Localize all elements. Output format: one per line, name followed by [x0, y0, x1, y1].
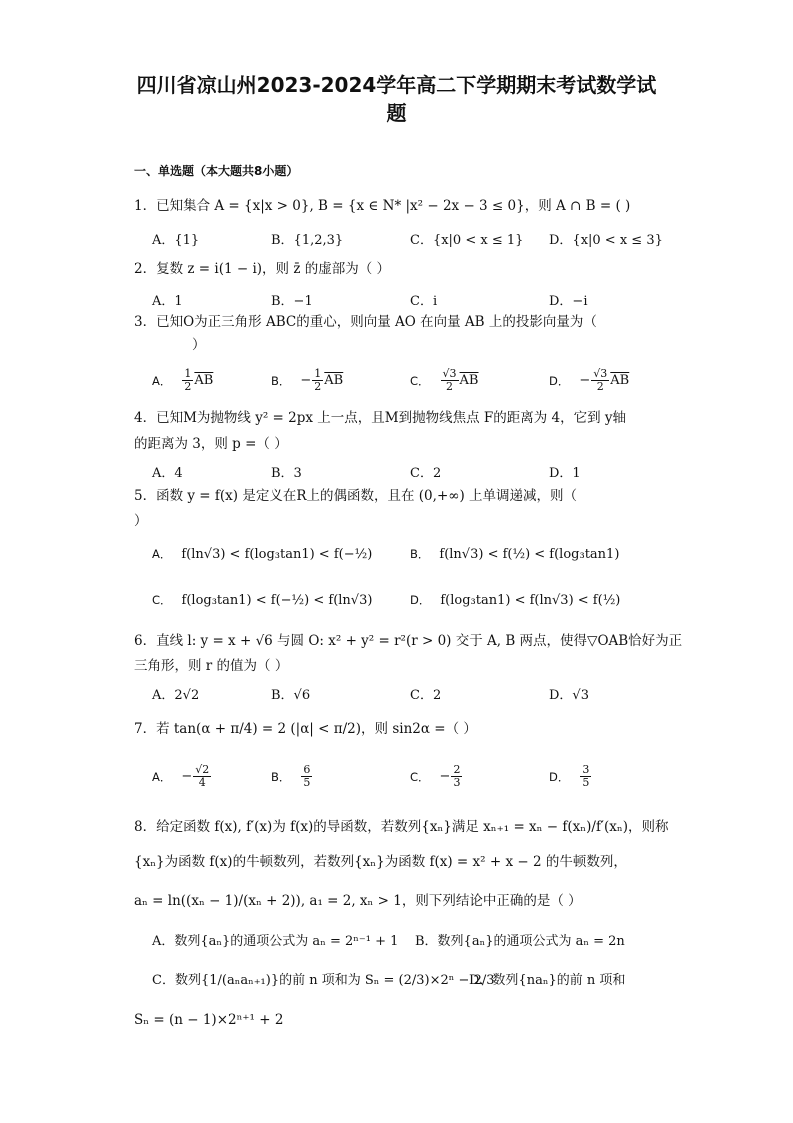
page-title-line1: 四川省凉山州2023-2024学年高二下学期期末考试数学试 — [136, 73, 657, 97]
q1-option-b[interactable]: B．{1,2,3} — [271, 233, 344, 248]
q4-option-a[interactable]: A．4 — [152, 466, 183, 481]
question-3-stem-line2: ） — [192, 337, 206, 353]
question-6-stem-line2: 三角形，则 r 的值为（ ） — [134, 658, 289, 674]
q7-option-c[interactable]: C． − $\frac{2}{3}$ — [410, 763, 461, 789]
question-7-stem: 7．若 tan(α + π/4) = 2 (|α| < π/2)，则 sin2α =（ ） — [134, 721, 477, 737]
q6-option-c[interactable]: C．2 — [410, 688, 442, 703]
question-1-stem: 1．已知集合 A = {x|x > 0}, B = {x ∈ N* |x² − 2x − 3 ≤ 0}，则 A ∩ B = ( ) — [134, 198, 631, 214]
q6-option-d[interactable]: D．√3 — [549, 688, 589, 703]
q5-option-d[interactable]: D． f(log₃tan1) < f(ln√3) < f(½) — [410, 592, 621, 608]
question-2-options — [152, 290, 672, 314]
q2-option-d[interactable]: D．−i — [549, 294, 588, 309]
question-5-options-row1 — [152, 546, 672, 570]
question-8-stem-line2: {xₙ}为函数 f(x)的牛顿数列，若数列{xₙ}为函数 f(x) = x² + x − 2 的牛顿数列， — [134, 854, 627, 870]
q8-option-c[interactable]: C．数列{1/(aₙaₙ₊₁)}的前 n 项和为 Sₙ = (2/3)×2ⁿ − 2/3 — [152, 973, 495, 988]
question-6-stem-line1: 6．直线 l: y = x + √6 与圆 O: x² + y² = r²(r > 0) 交于 A, B 两点，使得▽OAB恰好为正 — [134, 633, 683, 649]
q1-option-c[interactable]: C．{x|0 < x ≤ 1} — [410, 233, 524, 248]
q6-option-b[interactable]: B．√6 — [271, 688, 311, 703]
question-8-stem-line1: 8．给定函数 f(x), f′(x)为 f(x)的导函数，若数列{xₙ}满足 xₙ₊₁ = xₙ − f(xₙ)/f′(xₙ)，则称 — [134, 819, 669, 835]
q1-option-a[interactable]: A．{1} — [152, 233, 200, 248]
question-4-stem-line2: 的距离为 3，则 p =（ ） — [134, 436, 288, 452]
question-8-stem-line3: aₙ = ln((xₙ − 1)/(xₙ + 2)), a₁ = 2, xₙ > 1，则下列结论中正确的是（ ） — [134, 893, 582, 909]
question-4-stem-line1: 4．已知M为抛物线 y² = 2px 上一点，且M到抛物线焦点 F的距离为 4，它到 y轴 — [134, 410, 627, 426]
question-3-stem-line1: 3．已知O为正三角形 ABC的重心，则向量 AO 在向量 AB 上的投影向量为（ — [134, 314, 597, 330]
question-3-options — [152, 368, 672, 392]
question-4-options — [152, 462, 672, 486]
q8-option-b[interactable]: B．数列{aₙ}的通项公式为 aₙ = 2n — [415, 934, 625, 949]
q3-option-b[interactable]: B． − $\frac{1}{2}$ $\overline{AB}$ — [271, 367, 344, 393]
question-8-options-row1 — [152, 930, 672, 954]
question-2-stem: 2．复数 z = i(1 − i)，则 z̄ 的虚部为（ ） — [134, 261, 391, 277]
question-8-options-row2 — [152, 969, 672, 993]
q4-option-d[interactable]: D．1 — [549, 466, 581, 481]
question-5-options-row2 — [152, 592, 672, 616]
question-5-stem-line2: ） — [134, 513, 148, 529]
q5-option-a[interactable]: A． f(ln√3) < f(log₃tan1) < f(−½) — [152, 546, 373, 562]
q7-option-a[interactable]: A． − $\frac{√2}{4}$ — [152, 763, 210, 789]
q5-option-b[interactable]: B． f(ln√3) < f(½) < f(log₃tan1) — [410, 546, 620, 562]
section-heading: 一、单选题（本大题共8小题） — [134, 164, 299, 178]
q4-option-b[interactable]: B．3 — [271, 466, 302, 481]
q2-option-c[interactable]: C．i — [410, 294, 438, 309]
q3-option-a[interactable]: A． $\frac{1}{2}$ $\overline{AB}$ — [152, 367, 214, 393]
q8-option-a[interactable]: A．数列{aₙ}的通项公式为 aₙ = 2ⁿ⁻¹ + 1 — [152, 934, 399, 949]
q7-option-d[interactable]: D． $\frac{3}{5}$ — [549, 763, 590, 789]
question-1-options — [152, 229, 672, 253]
q6-option-a[interactable]: A．2√2 — [152, 688, 200, 703]
question-5-stem-line1: 5．函数 y = f(x) 是定义在R上的偶函数，且在 (0,+∞) 上单调递减，则（ — [134, 488, 578, 504]
q2-option-a[interactable]: A．1 — [152, 294, 183, 309]
page-title-line2: 题 — [386, 101, 407, 125]
q3-option-c[interactable]: C． $\frac{√3}{2}$ $\overline{AB}$ — [410, 367, 479, 393]
q8-option-d-continuation: Sₙ = (n − 1)×2ⁿ⁺¹ + 2 — [134, 1012, 284, 1028]
q8-option-d[interactable]: D．数列{naₙ}的前 n 项和 — [469, 973, 626, 988]
q5-option-c[interactable]: C． f(log₃tan1) < f(−½) < f(ln√3) — [152, 592, 373, 608]
q3-option-d[interactable]: D． − $\frac{√3}{2}$ $\overline{AB}$ — [549, 367, 630, 393]
question-6-options — [152, 684, 672, 708]
q2-option-b[interactable]: B．−1 — [271, 294, 313, 309]
q7-option-b[interactable]: B． $\frac{6}{5}$ — [271, 763, 311, 789]
question-7-options — [152, 764, 672, 788]
q4-option-c[interactable]: C．2 — [410, 466, 442, 481]
q1-option-d[interactable]: D．{x|0 < x ≤ 3} — [549, 233, 663, 248]
